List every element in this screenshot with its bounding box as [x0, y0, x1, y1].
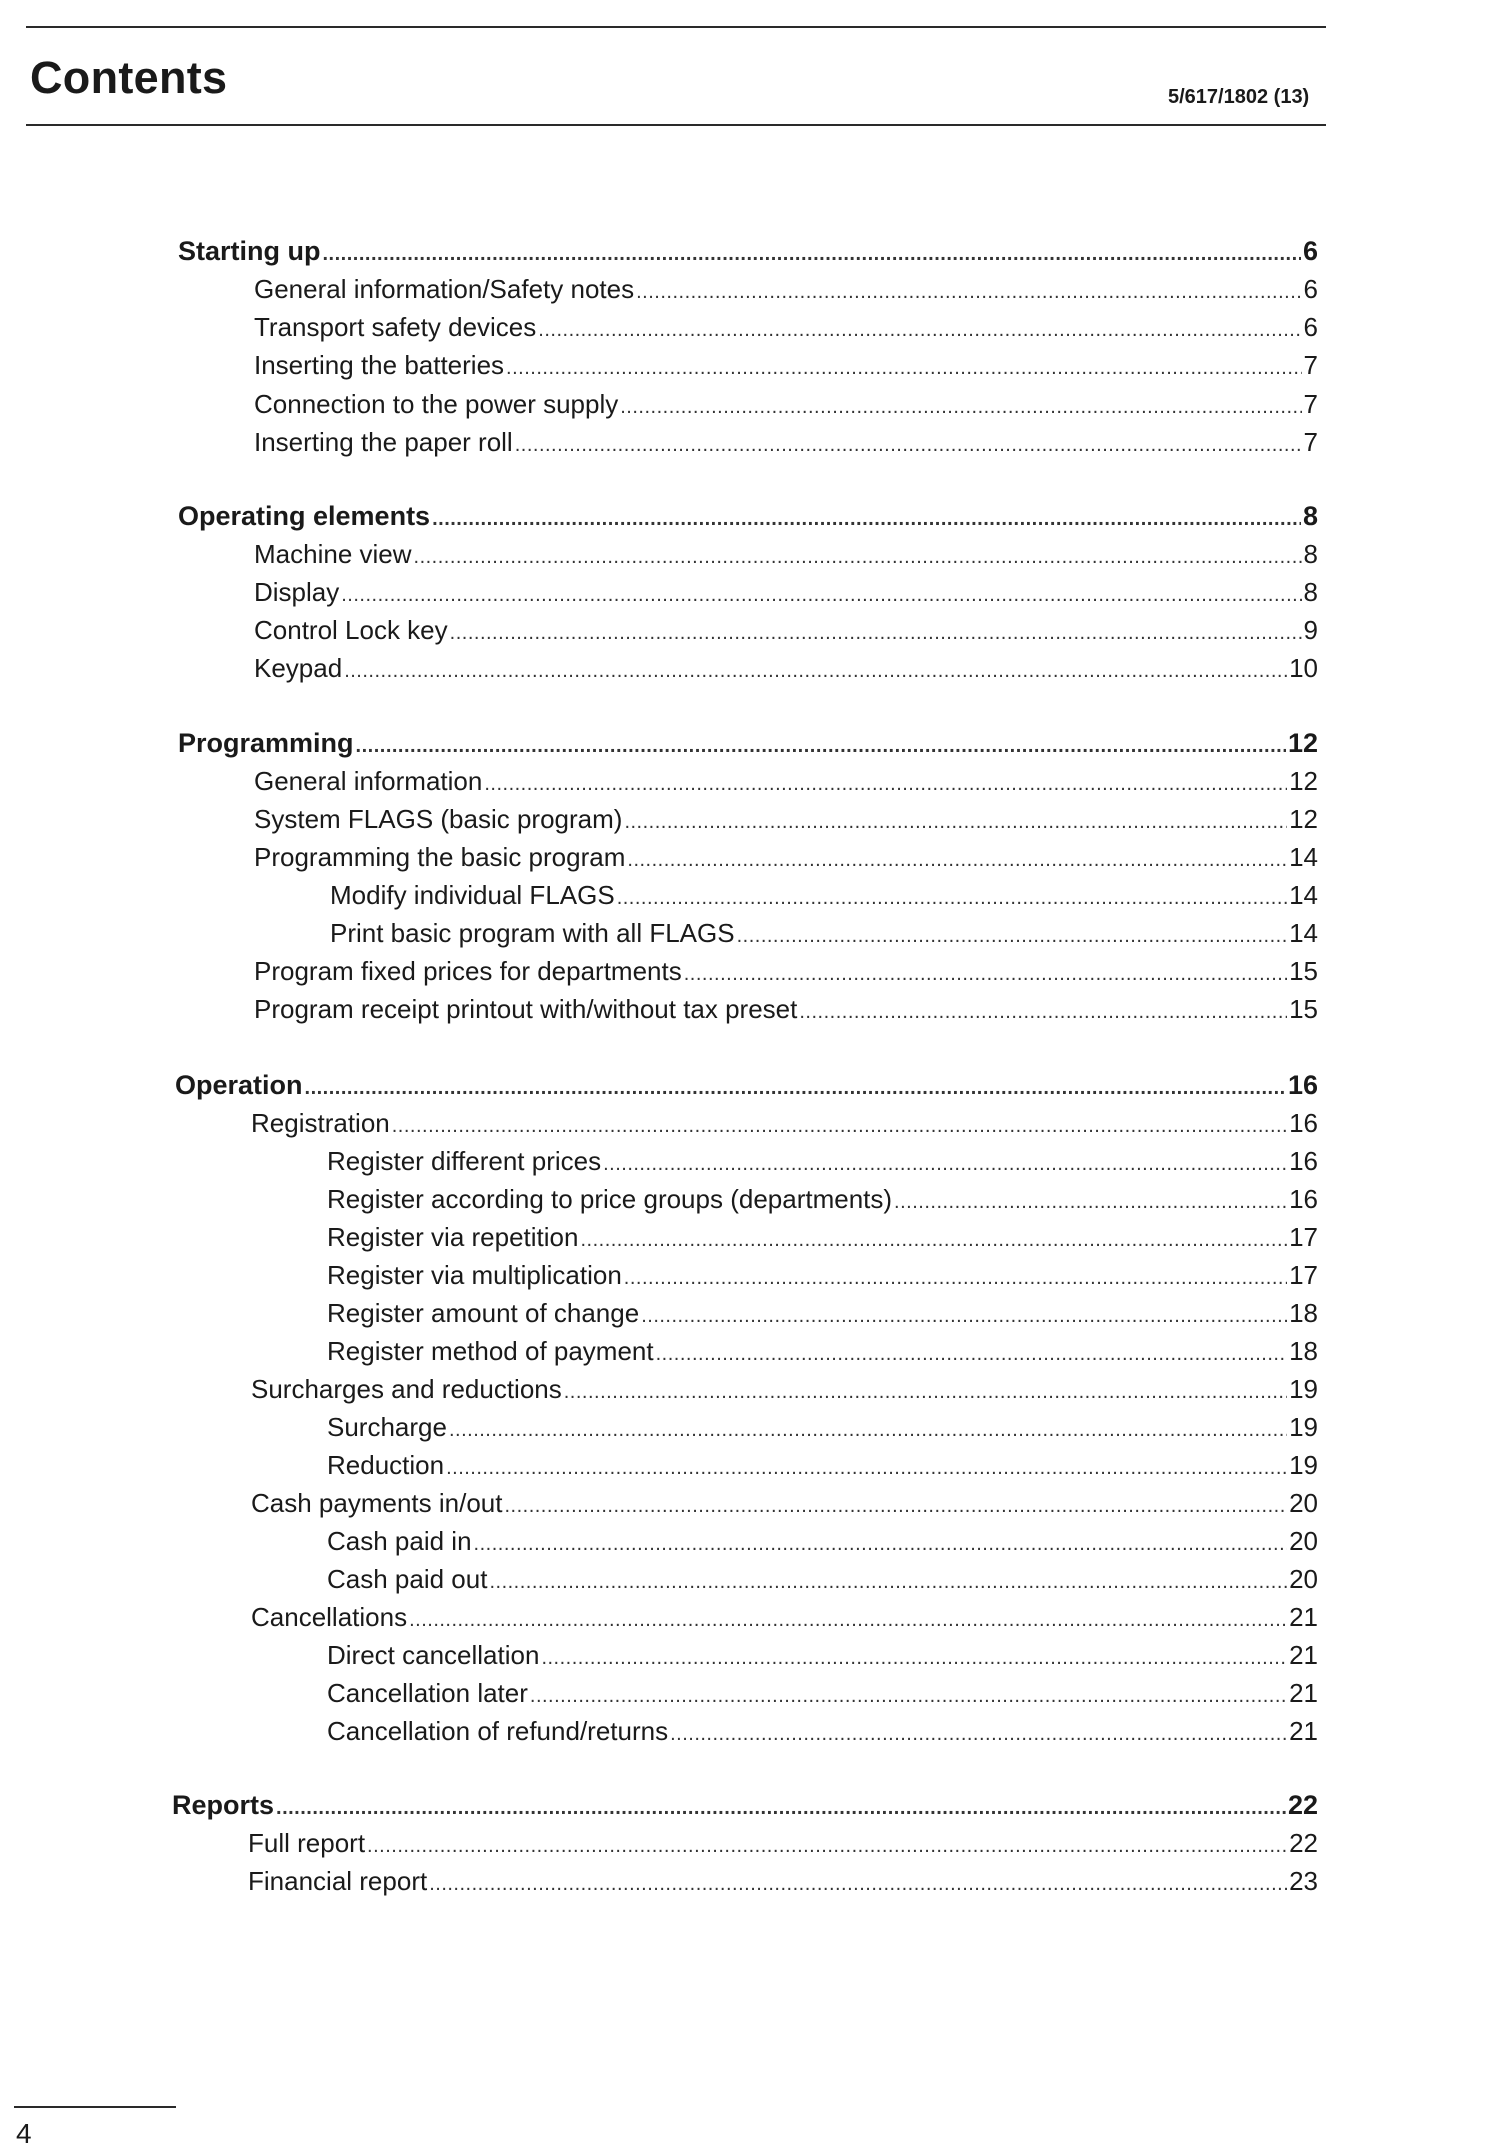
toc-entry-page: 7 [1303, 350, 1318, 380]
toc-dot-leader [641, 1305, 1287, 1328]
toc-entry-page: 8 [1303, 539, 1318, 569]
toc-entry [178, 728, 1318, 759]
toc-dot-leader [414, 546, 1302, 569]
toc-entry-page: 17 [1289, 1222, 1318, 1252]
toc-entry [327, 1222, 1318, 1253]
toc-entry-label: General information/Safety notes [254, 274, 635, 304]
toc-entry-label: Inserting the paper roll [254, 427, 513, 457]
toc-entry-label: Display [254, 577, 340, 607]
toc-dot-leader [432, 508, 1301, 531]
toc-dot-leader [504, 1495, 1287, 1518]
toc-entry [254, 577, 1318, 608]
toc-entry-label: Registration [251, 1108, 390, 1138]
toc-entry-page: 19 [1289, 1450, 1318, 1480]
toc-entry-label: Control Lock key [254, 615, 448, 645]
toc-dot-leader [656, 1343, 1287, 1366]
toc-dot-leader [474, 1533, 1288, 1556]
toc-entry-page: 21 [1289, 1678, 1318, 1708]
toc-entry [251, 1488, 1318, 1519]
toc-entry-page: 16 [1289, 1146, 1318, 1176]
toc-dot-leader [356, 735, 1286, 758]
toc-entry-page: 15 [1289, 994, 1318, 1024]
toc-entry-label: Register different prices [327, 1146, 602, 1176]
toc-dot-leader [530, 1685, 1287, 1708]
toc-entry-page: 8 [1302, 501, 1318, 531]
toc-entry-page: 6 [1303, 312, 1318, 342]
toc-entry [254, 956, 1318, 987]
toc-entry [327, 1184, 1318, 1215]
toc-dot-leader [636, 281, 1301, 304]
toc-entry-page: 21 [1289, 1640, 1318, 1670]
toc-entry [254, 350, 1318, 381]
toc-dot-leader [446, 1457, 1287, 1480]
toc-entry-label: Reports [172, 1790, 275, 1820]
toc-dot-leader [409, 1609, 1287, 1632]
toc-entry-page: 14 [1289, 842, 1318, 872]
toc-entry-label: Register amount of change [327, 1298, 640, 1328]
toc-dot-leader [894, 1191, 1287, 1214]
toc-entry-page: 22 [1287, 1790, 1318, 1820]
toc-entry-label: Cancellation later [327, 1678, 528, 1708]
toc-dot-leader [627, 849, 1287, 872]
toc-entry-label: Inserting the batteries [254, 350, 505, 380]
toc-dot-leader [737, 925, 1287, 948]
toc-entry-label: Cash paid in [327, 1526, 472, 1556]
toc-entry-page: 16 [1287, 1070, 1318, 1100]
toc-entry-label: Connection to the power supply [254, 389, 619, 419]
toc-entry-label: Reduction [327, 1450, 445, 1480]
toc-entry-page: 23 [1289, 1866, 1318, 1896]
toc-entry [254, 312, 1318, 343]
toc-entry-page: 20 [1289, 1526, 1318, 1556]
toc-entry-page: 15 [1289, 956, 1318, 986]
toc-entry [330, 880, 1318, 911]
toc-dot-leader [484, 773, 1287, 796]
toc-dot-leader [515, 434, 1302, 457]
toc-entry-label: Full report [248, 1828, 366, 1858]
toc-entry [254, 274, 1318, 305]
toc-entry-label: Machine view [254, 539, 412, 569]
toc-dot-leader [429, 1873, 1287, 1896]
toc-entry-page: 16 [1289, 1108, 1318, 1138]
toc-entry-page: 19 [1289, 1412, 1318, 1442]
toc-entry-page: 18 [1289, 1298, 1318, 1328]
toc-entry-label: General information [254, 766, 483, 796]
toc-entry [327, 1146, 1318, 1177]
toc-entry-page: 22 [1289, 1828, 1318, 1858]
toc-entry-page: 7 [1303, 389, 1318, 419]
toc-entry-page: 10 [1289, 653, 1318, 683]
toc-dot-leader [341, 584, 1301, 607]
toc-dot-leader [506, 357, 1301, 380]
toc-dot-leader [684, 963, 1287, 986]
toc-entry-page: 17 [1289, 1260, 1318, 1290]
toc-dot-leader [564, 1381, 1287, 1404]
toc-entry [254, 842, 1318, 873]
toc-dot-leader [344, 660, 1287, 683]
toc-entry [327, 1526, 1318, 1557]
toc-entry-label: Surcharge [327, 1412, 447, 1442]
toc-entry [254, 766, 1318, 797]
toc-entry [327, 1716, 1318, 1747]
toc-entry [251, 1108, 1318, 1139]
document-code: 5/617/1802 (13) [1168, 86, 1310, 108]
toc-dot-leader [449, 1419, 1287, 1442]
toc-entry-page: 19 [1289, 1374, 1318, 1404]
toc-entry-label: Financial report [248, 1866, 428, 1896]
toc-dot-leader [538, 319, 1301, 342]
toc-dot-leader [670, 1723, 1287, 1746]
toc-entry-label: Surcharges and reductions [251, 1374, 562, 1404]
toc-entry-page: 12 [1289, 804, 1318, 834]
toc-entry-label: Program receipt printout with/without tax preset [254, 994, 798, 1024]
toc-entry-page: 20 [1289, 1488, 1318, 1518]
toc-entry-page: 14 [1289, 918, 1318, 948]
toc-entry [327, 1298, 1318, 1329]
toc-dot-leader [624, 811, 1287, 834]
toc-dot-leader [305, 1077, 1286, 1100]
footer-rule [14, 2106, 176, 2108]
toc-entry-page: 6 [1302, 236, 1318, 266]
toc-entry-label: Register method of payment [327, 1336, 654, 1366]
toc-entry-page: 14 [1289, 880, 1318, 910]
toc-entry-label: Cash paid out [327, 1564, 488, 1594]
page-number: 4 [16, 2118, 32, 2149]
toc-entry [172, 1790, 1318, 1821]
toc-dot-leader [323, 243, 1301, 266]
toc-dot-leader [799, 1001, 1287, 1024]
toc-entry [327, 1412, 1318, 1443]
toc-entry [254, 389, 1318, 420]
toc-entry-label: Print basic program with all FLAGS [330, 918, 735, 948]
toc-entry-label: Operating elements [178, 501, 431, 531]
toc-dot-leader [617, 887, 1287, 910]
toc-entry [327, 1260, 1318, 1291]
toc-entry [254, 427, 1318, 458]
toc-dot-leader [603, 1153, 1287, 1176]
toc-dot-leader [489, 1571, 1287, 1594]
toc-entry [248, 1828, 1318, 1859]
toc-entry-page: 12 [1287, 728, 1318, 758]
toc-entry-label: Register via repetition [327, 1222, 579, 1252]
page-title: Contents [30, 52, 228, 103]
toc-entry-page: 16 [1289, 1184, 1318, 1214]
toc-dot-leader [450, 622, 1302, 645]
toc-entry [327, 1640, 1318, 1671]
toc-entry-label: Starting up [178, 236, 321, 266]
toc-entry-label: System FLAGS (basic program) [254, 804, 623, 834]
toc-entry [178, 501, 1318, 532]
toc-entry [254, 539, 1318, 570]
toc-entry-label: Modify individual FLAGS [330, 880, 615, 910]
toc-dot-leader [276, 1797, 1286, 1820]
toc-entry-label: Keypad [254, 653, 343, 683]
toc-entry [178, 236, 1318, 267]
toc-entry [175, 1070, 1318, 1101]
toc-entry-page: 7 [1303, 427, 1318, 457]
toc-dot-leader [392, 1115, 1287, 1138]
toc-entry [327, 1336, 1318, 1367]
toc-entry-page: 18 [1289, 1336, 1318, 1366]
toc-entry-label: Register according to price groups (departments) [327, 1184, 893, 1214]
toc-entry-page: 12 [1289, 766, 1318, 796]
toc-entry-page: 21 [1289, 1716, 1318, 1746]
toc-entry-label: Transport safety devices [254, 312, 537, 342]
toc-entry [254, 615, 1318, 646]
toc-entry [327, 1564, 1318, 1595]
toc-entry-label: Direct cancellation [327, 1640, 540, 1670]
toc-entry [330, 918, 1318, 949]
toc-entry [327, 1678, 1318, 1709]
toc-entry-page: 9 [1303, 615, 1318, 645]
toc-dot-leader [624, 1267, 1287, 1290]
toc-entry-page: 6 [1303, 274, 1318, 304]
toc-entry-label: Cancellations [251, 1602, 408, 1632]
toc-entry-page: 20 [1289, 1564, 1318, 1594]
toc-dot-leader [580, 1229, 1287, 1252]
toc-entry [254, 653, 1318, 684]
toc-entry [251, 1602, 1318, 1633]
toc-entry-page: 8 [1303, 577, 1318, 607]
toc-entry-label: Cash payments in/out [251, 1488, 503, 1518]
toc-entry-page: 21 [1289, 1602, 1318, 1632]
toc-entry-label: Cancellation of refund/returns [327, 1716, 669, 1746]
toc-entry [254, 994, 1318, 1025]
toc-dot-leader [620, 396, 1301, 419]
toc-entry [251, 1374, 1318, 1405]
toc-dot-leader [367, 1835, 1287, 1858]
toc-dot-leader [541, 1647, 1287, 1670]
toc-entry-label: Programming the basic program [254, 842, 626, 872]
toc-entry-label: Operation [175, 1070, 303, 1100]
toc-entry [254, 804, 1318, 835]
toc-entry-label: Programming [178, 728, 354, 758]
toc-entry [248, 1866, 1318, 1897]
toc-entry-label: Register via multiplication [327, 1260, 622, 1290]
toc-entry-label: Program fixed prices for departments [254, 956, 682, 986]
toc-entry [327, 1450, 1318, 1481]
